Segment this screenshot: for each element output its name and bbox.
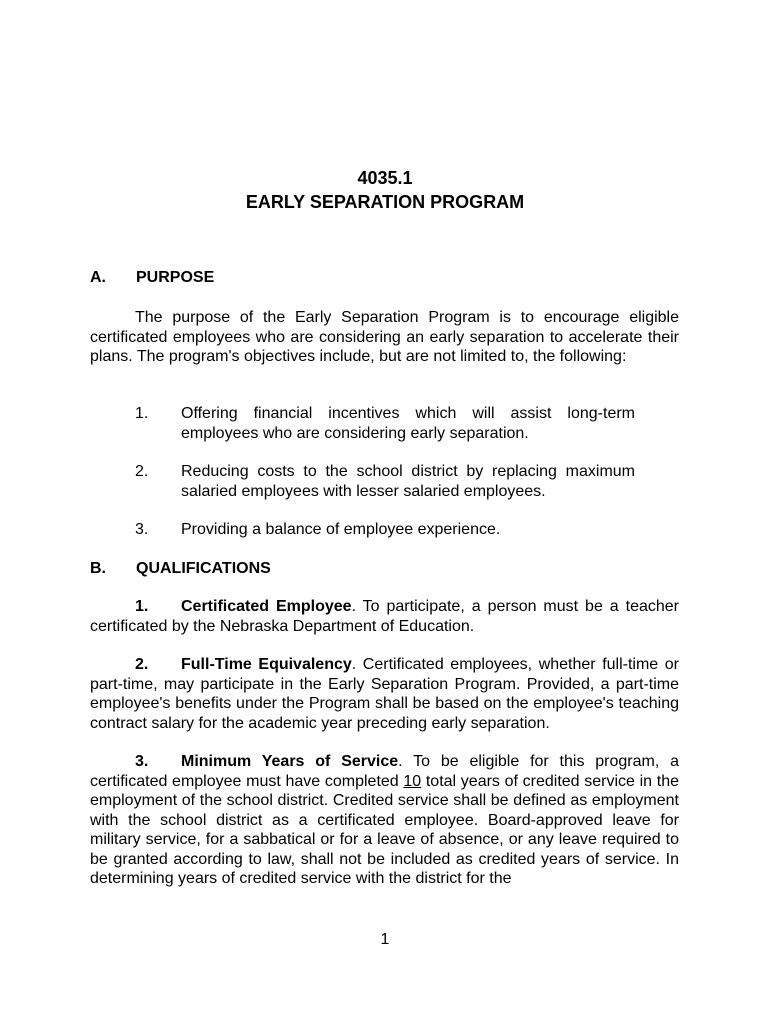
section-a-title: PURPOSE: [136, 269, 215, 286]
list-item-text: Offering financial incentives which will assist long-term employees who are considering early separation.: [181, 405, 635, 442]
purpose-list-item: [135, 462, 635, 501]
section-b-heading: [90, 559, 271, 579]
purpose-list-item: [135, 404, 635, 443]
qualification-text-after: total years of credited service in the employment of the school district. Credited service shall be defined as employment with the school district as a certificated employee. Board-approved leave for military service, for a sabbatical or for a leave of absence, or any leave required to be granted according to law, shall not be included as credited years of service. In determining years of credited service with the district for the: [90, 772, 680, 887]
purpose-paragraph: The purpose of the Early Separation Program is to encourage eligible certificated employees who are considering an early separation to accelerate their plans. The program's objectives include, but are not limited to, the following:: [90, 309, 679, 365]
purpose-list-item: [135, 520, 635, 540]
list-item-number: 2.: [135, 463, 149, 480]
qualification-title: Certificated Employee: [181, 598, 352, 615]
qualification-text-before: . To be eligible for this program, a certificated employee must have completed: [90, 753, 680, 790]
qualification-number: 2.: [135, 656, 149, 673]
policy-number: 4035.1: [357, 168, 413, 188]
qualification-minimum-years: [90, 752, 679, 889]
section-b-letter: B.: [90, 560, 106, 577]
qualification-full-time-equivalency: [90, 655, 679, 733]
list-item-number: 3.: [135, 521, 149, 538]
document-title-block: [0, 166, 770, 214]
qualification-text: . Certificated employees, whether full-time or part-time, may participate in the Early Separation Program. Provided, a part-time employee's benefits under the Program shall be based on the employee's teaching contract salary for the academic year preceding early separation.: [90, 656, 680, 732]
list-item-text: Reducing costs to the school district by replacing maximum salaried employees with lesser salaried employees.: [181, 463, 635, 500]
qualification-title: Full-Time Equivalency: [181, 656, 352, 673]
document-title: EARLY SEPARATION PROGRAM: [245, 192, 525, 212]
list-item-text: Providing a balance of employee experience.: [181, 521, 501, 538]
qualification-certificated-employee: [90, 597, 679, 636]
section-a-heading: [90, 268, 214, 288]
section-b-title: QUALIFICATIONS: [136, 560, 271, 577]
qualification-number: 1.: [135, 598, 149, 615]
qualification-title: Minimum Years of Service: [181, 753, 399, 770]
years-required-value: 10: [403, 772, 422, 790]
list-item-number: 1.: [135, 405, 149, 422]
qualification-text: . To participate, a person must be a teacher certificated by the Nebraska Department of Education.: [90, 598, 679, 635]
qualification-number: 3.: [135, 753, 149, 770]
section-a-letter: A.: [90, 269, 106, 286]
page-number: 1: [380, 931, 390, 948]
